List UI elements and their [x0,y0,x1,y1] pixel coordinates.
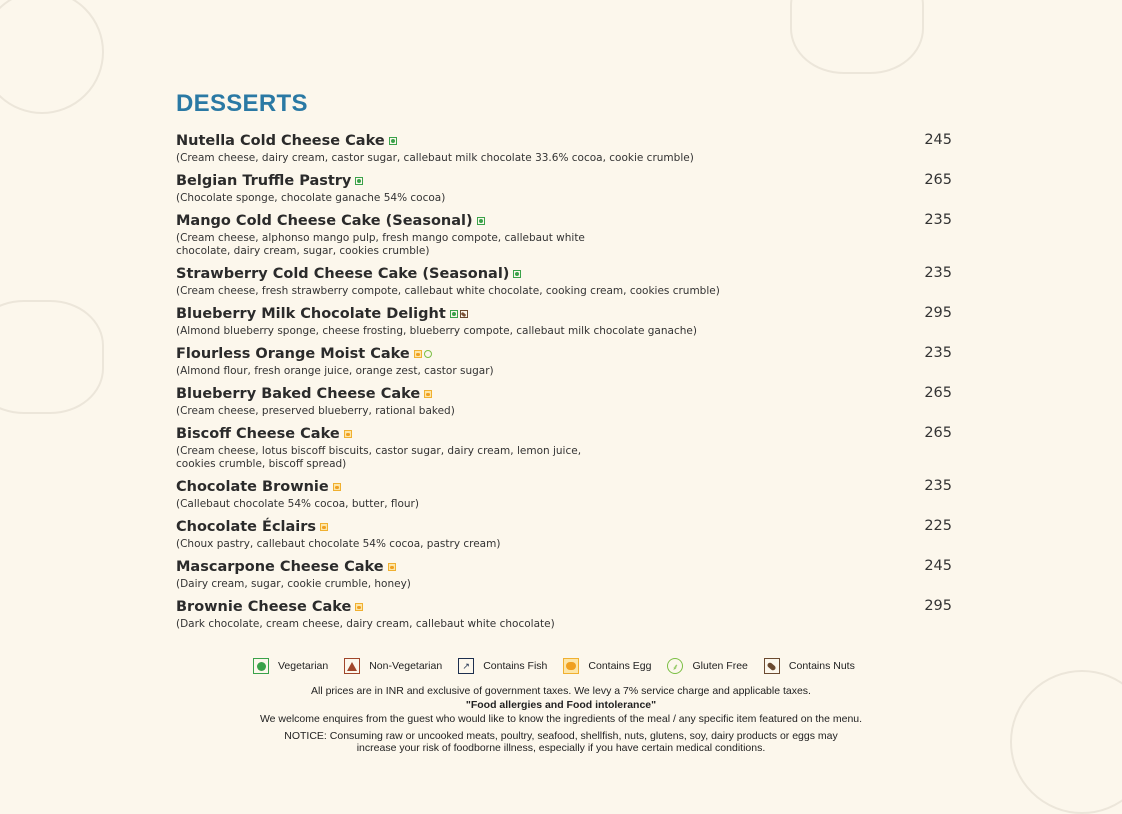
notice: NOTICE: Consuming raw or uncooked meats, poultry, seafood, shellfish, nuts, glutens, soy, dairy products or eggs may increase your risk of foodborne illness, especially if you have certain medical conditions. [284,730,838,754]
contains-egg-icon [388,563,396,571]
item-description: (Cream cheese, preserved blueberry, rational baked) [176,405,455,417]
item-description: (Cream cheese, fresh strawberry compote, callebaut white chocolate, cooking cream, cookies crumble) [176,285,720,297]
item-name: Flourless Orange Moist Cake [176,346,410,362]
item-price: 265 [924,172,952,188]
legend-label: Contains Egg [588,660,652,672]
item-name: Belgian Truffle Pastry [176,173,352,189]
item-name: Blueberry Baked Cheese Cake [176,386,421,402]
vegetarian-icon [450,310,458,318]
legend-item [458,658,547,674]
legend-label: Vegetarian [278,660,329,672]
contains-egg-icon [414,350,422,358]
item-name: Chocolate Éclairs [176,519,317,535]
contains-egg-icon [355,603,363,611]
menu-item [176,558,952,591]
item-description: (Cream cheese, lotus biscoff biscuits, castor sugar, dairy cream, lemon juice, cookies crumble, biscoff spread) [176,445,582,470]
item-price: 265 [924,385,952,401]
menu-item [176,385,952,418]
item-description: (Dairy cream, sugar, cookie crumble, honey) [176,578,411,590]
menu-item [176,265,952,298]
menu-item [176,598,952,631]
vegetarian-icon [477,217,485,225]
enquire-note: We welcome enquires from the guest who would like to know the ingredients of the meal / any specific item featured on the menu. [259,713,863,725]
gluten-free-icon: ⸙ [667,658,683,674]
legend-item [253,658,328,674]
legend-label: Contains Fish [483,660,548,672]
item-description: (Choux pastry, callebaut chocolate 54% cocoa, pastry cream) [176,538,501,550]
contains-egg-icon [563,658,579,674]
gluten-free-icon [424,350,432,358]
price-note: All prices are in INR and exclusive of government taxes. We levy a 7% service charge and applicable taxes. [311,685,811,697]
menu-item [176,132,952,165]
legend-label: Contains Nuts [788,660,855,672]
item-price: 235 [924,478,952,494]
menu-item [176,212,952,258]
item-price: 245 [924,558,952,574]
legend [253,658,871,674]
legend-item [563,658,651,674]
item-name: Strawberry Cold Cheese Cake (Seasonal) [176,266,510,282]
contains-fish-icon: ↗ [458,658,474,674]
vegetarian-icon [513,270,521,278]
contains-egg-icon [333,483,341,491]
item-description: (Dark chocolate, cream cheese, dairy cream, callebaut white chocolate) [176,618,555,630]
legend-item [344,658,442,674]
vegetarian-icon [253,658,269,674]
item-name: Mascarpone Cheese Cake [176,559,384,575]
legend-label: Non-Vegetarian [369,660,443,672]
decorative-swirl [0,0,104,114]
vegetarian-icon [355,177,363,185]
item-price: 295 [924,305,952,321]
allergy-heading: "Food allergies and Food intolerance" [465,699,657,711]
item-description: (Cream cheese, dairy cream, castor sugar, callebaut milk chocolate 33.6% cocoa, cookie crumble) [176,152,694,164]
item-description: (Almond blueberry sponge, cheese frosting, blueberry compote, callebaut milk chocolate ganache) [176,325,697,337]
legend-item [764,658,855,674]
contains-egg-icon [424,390,432,398]
menu-item [176,305,952,338]
notes [0,684,1122,754]
non-vegetarian-icon [344,658,360,674]
menu-item [176,478,952,511]
item-name: Nutella Cold Cheese Cake [176,133,385,149]
item-price: 235 [924,345,952,361]
menu-item [176,345,952,378]
decorative-leaf [0,300,104,414]
legend-item [667,658,747,674]
page-title: DESSERTS [176,90,308,117]
menu-item [176,172,952,205]
item-price: 235 [924,212,952,228]
menu-item [176,425,952,471]
item-description: (Callebaut chocolate 54% cocoa, butter, flour) [176,498,419,510]
menu-item [176,518,952,551]
item-name: Chocolate Brownie [176,479,329,495]
contains-egg-icon [344,430,352,438]
menu-list [176,132,952,638]
item-price: 225 [924,518,952,534]
item-price: 245 [924,132,952,148]
item-name: Mango Cold Cheese Cake (Seasonal) [176,213,473,229]
item-description: (Almond flour, fresh orange juice, orange zest, castor sugar) [176,365,494,377]
vegetarian-icon [389,137,397,145]
contains-egg-icon [320,523,328,531]
item-name: Brownie Cheese Cake [176,599,352,615]
item-price: 265 [924,425,952,441]
item-price: 295 [924,598,952,614]
item-price: 235 [924,265,952,281]
item-description: (Chocolate sponge, chocolate ganache 54% cocoa) [176,192,446,204]
contains-nuts-icon [764,658,780,674]
decorative-leaf [790,0,924,74]
item-description: (Cream cheese, alphonso mango pulp, fresh mango compote, callebaut white chocolate, dairy cream, sugar, cookies crumble) [176,232,585,257]
legend-label: Gluten Free [692,660,748,672]
contains-nuts-icon [460,310,468,318]
item-name: Biscoff Cheese Cake [176,426,340,442]
item-name: Blueberry Milk Chocolate Delight [176,306,446,322]
